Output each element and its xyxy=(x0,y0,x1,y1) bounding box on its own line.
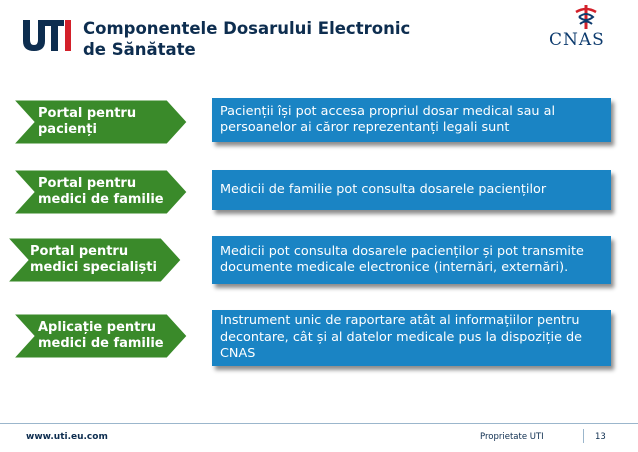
component-arrow xyxy=(14,170,189,214)
component-label-line1: Aplicație pentru xyxy=(38,320,157,335)
component-label-line2: medici specialiști xyxy=(30,260,157,275)
component-description: Medicii de familie pot consulta dosarele pacienților xyxy=(212,170,611,210)
component-arrow xyxy=(14,314,189,358)
footer-url: www.uti.eu.com xyxy=(26,432,108,442)
footer-separator xyxy=(583,429,584,443)
page-title-line2: de Sănătate xyxy=(83,40,196,59)
footer-divider-line xyxy=(0,423,638,424)
component-label xyxy=(38,170,183,214)
component-label xyxy=(30,238,175,282)
component-description: Medicii pot consulta dosarele pacienților și pot transmite documente medicale electronice (internări, externări). xyxy=(212,236,611,284)
component-label-line1: Portal pentru xyxy=(38,176,137,191)
component-label-line2: medici de familie xyxy=(38,192,164,207)
footer-property: Proprietate UTI xyxy=(480,432,544,442)
component-arrow xyxy=(14,100,189,144)
component-label-line1: Portal pentru xyxy=(30,244,129,259)
component-description: Pacienții își pot accesa propriul dosar medical sau al persoanelor ai căror reprezentanți legali sunt xyxy=(212,98,611,142)
page-title-line1: Componentele Dosarului Electronic xyxy=(83,19,411,38)
component-label-line2: medici de familie xyxy=(38,336,164,351)
cnas-logo-text: CNAS xyxy=(549,30,605,50)
page-number: 13 xyxy=(595,432,606,442)
component-arrow xyxy=(8,238,183,282)
page-title xyxy=(83,18,503,60)
component-label xyxy=(38,100,183,144)
uti-logo xyxy=(22,18,72,52)
component-label xyxy=(38,314,183,358)
component-label-line2: pacienți xyxy=(38,122,97,137)
component-description: Instrument unic de raportare atât al informațiilor pentru decontare, cât și al datelor medicale pus la dispoziție de CNAS xyxy=(212,310,611,366)
component-label-line1: Portal pentru xyxy=(38,106,137,121)
